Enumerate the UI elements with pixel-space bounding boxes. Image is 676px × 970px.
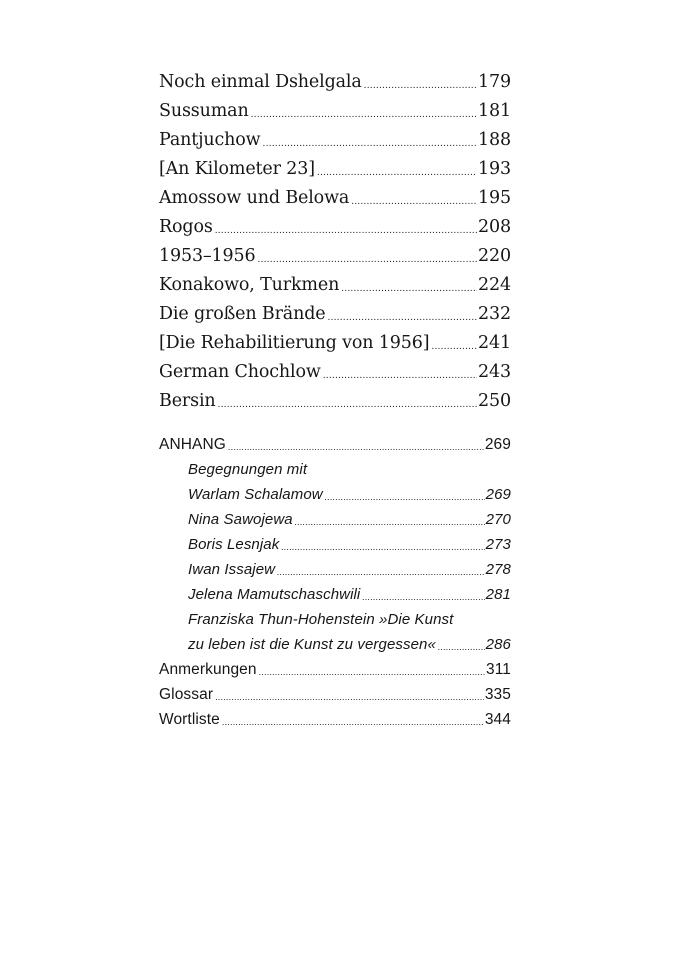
toc-subentry-title: Iwan Issajew (188, 561, 276, 578)
toc-entry (159, 159, 511, 188)
table-of-contents-main (159, 72, 511, 420)
toc-subentry-title: Warlam Schalamow (188, 486, 323, 503)
toc-entry (159, 246, 511, 275)
toc-page-number: 250 (478, 391, 511, 411)
toc-section-anhang (159, 436, 511, 461)
toc-entry-title: Rogos (159, 217, 213, 237)
dot-leader (362, 593, 484, 602)
toc-subentry-first-line (159, 461, 511, 486)
toc-page-number: 344 (484, 711, 511, 728)
toc-page-number: 224 (478, 275, 511, 295)
toc-page-number: 269 (485, 486, 511, 503)
toc-entry (159, 711, 511, 736)
toc-entry (159, 130, 511, 159)
toc-subentry-title-line: Begegnungen mit (188, 461, 308, 478)
toc-page-number: 181 (478, 101, 511, 121)
toc-subentry-title: zu leben ist die Kunst zu vergessen« (188, 636, 436, 653)
toc-page-number: 243 (478, 362, 511, 382)
toc-page-number: 281 (485, 586, 511, 603)
dot-leader (222, 718, 484, 727)
toc-entry (159, 101, 511, 130)
toc-entry-title: Amossow und Belowa (159, 188, 350, 208)
toc-entry-title: 1953–1956 (159, 246, 256, 266)
toc-page-number: 208 (478, 217, 511, 237)
toc-subentry (159, 561, 511, 586)
toc-entry-title: Sussuman (159, 101, 249, 121)
toc-entry-title: Die großen Brände (159, 304, 326, 324)
dot-leader (257, 256, 477, 265)
dot-leader (351, 198, 477, 207)
dot-leader (281, 543, 484, 552)
toc-subentry (159, 486, 511, 511)
toc-entry (159, 217, 511, 246)
toc-page-number: 179 (478, 72, 511, 92)
toc-section-title: ANHANG (159, 436, 226, 453)
toc-entry-title: Noch einmal Dshelgala (159, 72, 362, 92)
toc-page-number: 232 (478, 304, 511, 324)
toc-page-number: 278 (485, 561, 511, 578)
dot-leader (228, 443, 484, 452)
toc-entry (159, 72, 511, 101)
toc-entry-title: Konakowo, Turkmen (159, 275, 340, 295)
toc-page-number: 188 (478, 130, 511, 150)
toc-entry-title: Pantjuchow (159, 130, 261, 150)
dot-leader (438, 643, 485, 652)
toc-entry (159, 333, 511, 362)
dot-leader (295, 518, 485, 527)
table-of-contents-appendix (159, 436, 511, 736)
toc-entry (159, 661, 511, 686)
toc-page-number: 220 (478, 246, 511, 266)
dot-leader (251, 111, 477, 120)
toc-subentry (159, 536, 511, 561)
toc-page-number: 270 (485, 511, 511, 528)
toc-page-number: 241 (478, 333, 511, 353)
dot-leader (431, 343, 477, 352)
toc-page-number: 195 (478, 188, 511, 208)
dot-leader (325, 493, 485, 502)
toc-entry (159, 686, 511, 711)
dot-leader (277, 568, 485, 577)
toc-entry-title: Anmerkungen (159, 661, 257, 678)
toc-subentry-title: Boris Lesnjak (188, 536, 280, 553)
toc-entry (159, 304, 511, 333)
dot-leader (215, 693, 484, 702)
toc-subentry (159, 636, 511, 661)
dot-leader (341, 285, 477, 294)
toc-page-number: 193 (478, 159, 511, 179)
toc-entry-title: German Chochlow (159, 362, 321, 382)
toc-page-number: 286 (485, 636, 511, 653)
toc-page-number: 335 (484, 686, 511, 703)
dot-leader (364, 82, 477, 91)
toc-page-number: 273 (485, 536, 511, 553)
toc-page-number: 311 (485, 661, 511, 678)
toc-subentry-multiline (159, 611, 511, 661)
toc-entry-title: [Die Rehabilitierung von 1956] (159, 333, 430, 353)
toc-subentry-title: Nina Sawojewa (188, 511, 293, 528)
toc-entry-title: Wortliste (159, 711, 220, 728)
dot-leader (323, 372, 477, 381)
toc-entry (159, 391, 511, 420)
dot-leader (327, 314, 477, 323)
toc-entry (159, 362, 511, 391)
toc-subentry (159, 511, 511, 536)
dot-leader (317, 169, 477, 178)
toc-entry (159, 188, 511, 217)
toc-subentry-title: Jelena Mamutschaschwili (188, 586, 361, 603)
toc-subentry (159, 586, 511, 611)
dot-leader (215, 227, 477, 236)
toc-entry (159, 275, 511, 304)
toc-entry-title: Glossar (159, 686, 214, 703)
toc-entry-title: Bersin (159, 391, 216, 411)
toc-entry-title: [An Kilometer 23] (159, 159, 315, 179)
toc-page-number: 269 (484, 436, 511, 453)
dot-leader (263, 140, 478, 149)
toc-subentry-multiline (159, 461, 511, 511)
dot-leader (259, 668, 485, 677)
toc-subentry-title-line: Franziska Thun-Hohenstein »Die Kunst (188, 611, 454, 628)
dot-leader (218, 401, 478, 410)
toc-subentry-first-line (159, 611, 511, 636)
